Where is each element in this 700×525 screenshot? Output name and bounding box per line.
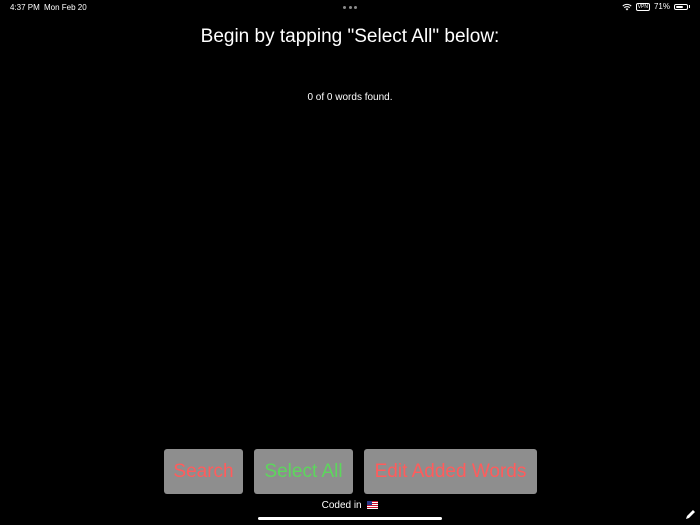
status-indicators <box>622 2 690 11</box>
battery-percent: 71% <box>653 2 670 11</box>
home-indicator[interactable] <box>258 517 442 520</box>
action-buttons <box>164 449 537 494</box>
coded-in-label: Coded in <box>321 500 362 511</box>
pencil-icon[interactable] <box>684 509 696 521</box>
page-title: Begin by tapping "Select All" below: <box>200 26 500 47</box>
status-time: 4:37 PM <box>10 3 40 12</box>
words-found-count: 0 of 0 words found. <box>307 92 393 103</box>
search-button[interactable]: Search <box>164 449 243 494</box>
vpn-icon: VPN <box>637 3 648 10</box>
status-date: Mon Feb 20 <box>44 3 87 12</box>
select-all-button[interactable]: Select All <box>254 449 353 494</box>
us-flag-icon <box>367 501 378 509</box>
status-bar <box>0 0 700 16</box>
multitasking-menu-icon[interactable] <box>343 3 357 11</box>
battery-tip <box>689 5 690 8</box>
battery-icon <box>674 4 688 10</box>
wifi-icon <box>622 3 632 11</box>
edit-added-words-button[interactable]: Edit Added Words <box>364 449 537 494</box>
coded-in-footer <box>0 500 700 511</box>
